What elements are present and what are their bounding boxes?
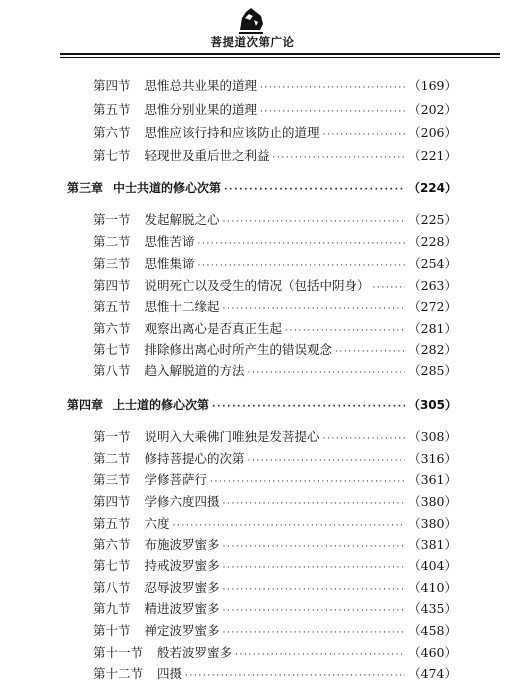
entry-page: （381）: [408, 537, 457, 552]
entry-number: 第二节: [93, 451, 131, 466]
entry-page: （281）: [408, 321, 457, 336]
entry-page: （361）: [408, 472, 457, 487]
entry-page: （435）: [408, 601, 457, 616]
entry-page: （380）: [408, 516, 457, 531]
entry-page: （404）: [408, 558, 457, 573]
toc-entry: [93, 299, 457, 317]
toc-entry: [93, 623, 457, 641]
entry-title: 说明死亡以及受生的情况（包括中阴身）: [144, 278, 370, 293]
entry-page: （316）: [408, 451, 457, 466]
dot-leader: [235, 647, 405, 663]
entry-title: 趋入解脱道的方法: [144, 363, 245, 378]
entry-page: （282）: [408, 342, 457, 357]
entry-page: （460）: [408, 645, 457, 660]
toc-entry: [93, 580, 457, 598]
entry-page: （474）: [408, 666, 457, 681]
toc-entry: [93, 451, 457, 469]
entry-title: 学修菩萨行: [144, 472, 208, 487]
entry-number: 第四节: [93, 494, 131, 509]
toc-entry: [93, 256, 457, 274]
chapter-number: 第三章: [67, 181, 104, 195]
entry-title: 精进波罗蜜多: [144, 601, 220, 616]
entry-title: 思惟苦谛: [144, 234, 195, 249]
entry-page: （308）: [408, 429, 457, 444]
toc-entry: [93, 102, 457, 120]
entry-number: 第一节: [93, 429, 131, 444]
toc-entry: [93, 429, 457, 447]
toc-entry: [93, 148, 457, 166]
entry-page: （225）: [408, 212, 457, 227]
toc-chapter: [67, 397, 457, 415]
toc-entry: [93, 494, 457, 512]
entry-title: 般若波罗蜜多: [157, 645, 233, 660]
entry-title: 六度: [144, 516, 170, 531]
entry-title: 思惟分别业果的道理: [144, 102, 258, 117]
dot-leader: [373, 280, 406, 296]
dot-leader: [248, 365, 406, 381]
entry-number: 第一节: [93, 212, 131, 227]
dot-leader: [224, 182, 405, 198]
entry-number: 第十一节: [93, 645, 144, 660]
dot-leader: [223, 603, 406, 619]
toc-entry: [93, 212, 457, 230]
entry-page: （206）: [408, 125, 457, 140]
dot-leader: [212, 399, 405, 415]
entry-number: 第七节: [93, 342, 131, 357]
entry-title: 修持菩提心的次第: [144, 451, 245, 466]
dot-leader: [223, 301, 406, 317]
entry-title: 禅定波罗蜜多: [144, 623, 220, 638]
dot-leader: [223, 539, 406, 555]
header-rule-thin: [60, 57, 500, 58]
entry-number: 第九节: [93, 601, 131, 616]
entry-page: （228）: [408, 234, 457, 249]
dot-leader: [285, 323, 405, 339]
dot-leader: [335, 344, 405, 360]
toc-chapter: [67, 180, 457, 198]
entry-number: 第八节: [93, 580, 131, 595]
entry-number: 第二节: [93, 234, 131, 249]
entry-number: 第四节: [93, 278, 131, 293]
dot-leader: [223, 625, 406, 641]
entry-page: （380）: [408, 494, 457, 509]
entry-number: 第五节: [93, 516, 131, 531]
dot-leader: [323, 431, 406, 447]
toc-entry: [93, 601, 457, 619]
toc-entry: [93, 472, 457, 490]
entry-title: 观察出离心是否真正生起: [144, 321, 283, 336]
dot-leader: [323, 127, 406, 143]
entry-number: 第七节: [93, 558, 131, 573]
dot-leader: [210, 474, 405, 490]
entry-title: 轻现世及重后世之利益: [144, 148, 270, 163]
dot-leader: [198, 236, 406, 252]
chapter-title: 上士道的修心次第: [113, 398, 210, 412]
dot-leader: [223, 582, 406, 598]
entry-number: 第五节: [93, 102, 131, 117]
dot-leader: [223, 560, 406, 576]
toc-entry: [93, 342, 457, 360]
dot-leader: [185, 668, 405, 684]
entry-page: （202）: [408, 102, 457, 117]
entry-page: （263）: [408, 278, 457, 293]
entry-title: 思惟应该行持和应该防止的道理: [144, 125, 320, 140]
entry-page: （285）: [408, 363, 457, 378]
toc-entry: [93, 558, 457, 576]
dot-leader: [260, 80, 405, 96]
lion-emblem-icon: [236, 4, 266, 36]
dot-leader: [273, 150, 406, 166]
entry-title: 忍辱波罗蜜多: [144, 580, 220, 595]
entry-title: 四摄: [157, 666, 183, 681]
toc-entry: [93, 234, 457, 252]
entry-number: 第六节: [93, 125, 131, 140]
entry-title: 发起解脱之心: [144, 212, 220, 227]
toc-entry: [93, 666, 457, 684]
entry-page: （221）: [408, 148, 457, 163]
entry-title: 思惟集谛: [144, 256, 195, 271]
toc-entry: [93, 321, 457, 339]
dot-leader: [223, 214, 406, 230]
dot-leader: [260, 104, 405, 120]
entry-number: 第十二节: [93, 666, 144, 681]
entry-number: 第四节: [93, 78, 131, 93]
entry-page: （458）: [408, 623, 457, 638]
chapter-page: （305）: [407, 398, 457, 412]
entry-number: 第六节: [93, 321, 131, 336]
chapter-title: 中士共道的修心次第: [113, 181, 222, 195]
entry-title: 思惟十二缘起: [144, 299, 220, 314]
chapter-number: 第四章: [67, 398, 104, 412]
toc-entry: [93, 645, 457, 663]
entry-title: 学修六度四摄: [144, 494, 220, 509]
entry-page: （272）: [408, 299, 457, 314]
dot-leader: [173, 518, 406, 534]
toc-entry: [93, 537, 457, 555]
entry-number: 第六节: [93, 537, 131, 552]
entry-number: 第八节: [93, 363, 131, 378]
chapter-page: （224）: [407, 181, 457, 195]
entry-page: （169）: [408, 78, 457, 93]
entry-number: 第十节: [93, 623, 131, 638]
running-header-title: 菩提道次第广论: [210, 35, 295, 49]
toc-entry: [93, 516, 457, 534]
dot-leader: [198, 258, 406, 274]
entry-title: 持戒波罗蜜多: [144, 558, 220, 573]
entry-number: 第五节: [93, 299, 131, 314]
dot-leader: [248, 453, 406, 469]
dot-leader: [223, 496, 406, 512]
entry-page: （410）: [408, 580, 457, 595]
entry-title: 思惟总共业果的道理: [144, 78, 258, 93]
entry-page: （254）: [408, 256, 457, 271]
entry-title: 说明入大乘佛门唯独是发菩提心: [144, 429, 320, 444]
entry-number: 第三节: [93, 256, 131, 271]
toc-entry: [93, 363, 457, 381]
entry-number: 第三节: [93, 472, 131, 487]
entry-title: 排除修出离心时所产生的错误观念: [144, 342, 333, 357]
header-rule: [60, 53, 500, 55]
toc-entry: [93, 78, 457, 96]
toc-entry: [93, 125, 457, 143]
entry-title: 布施波罗蜜多: [144, 537, 220, 552]
toc-entry: [93, 278, 457, 296]
entry-number: 第七节: [93, 148, 131, 163]
